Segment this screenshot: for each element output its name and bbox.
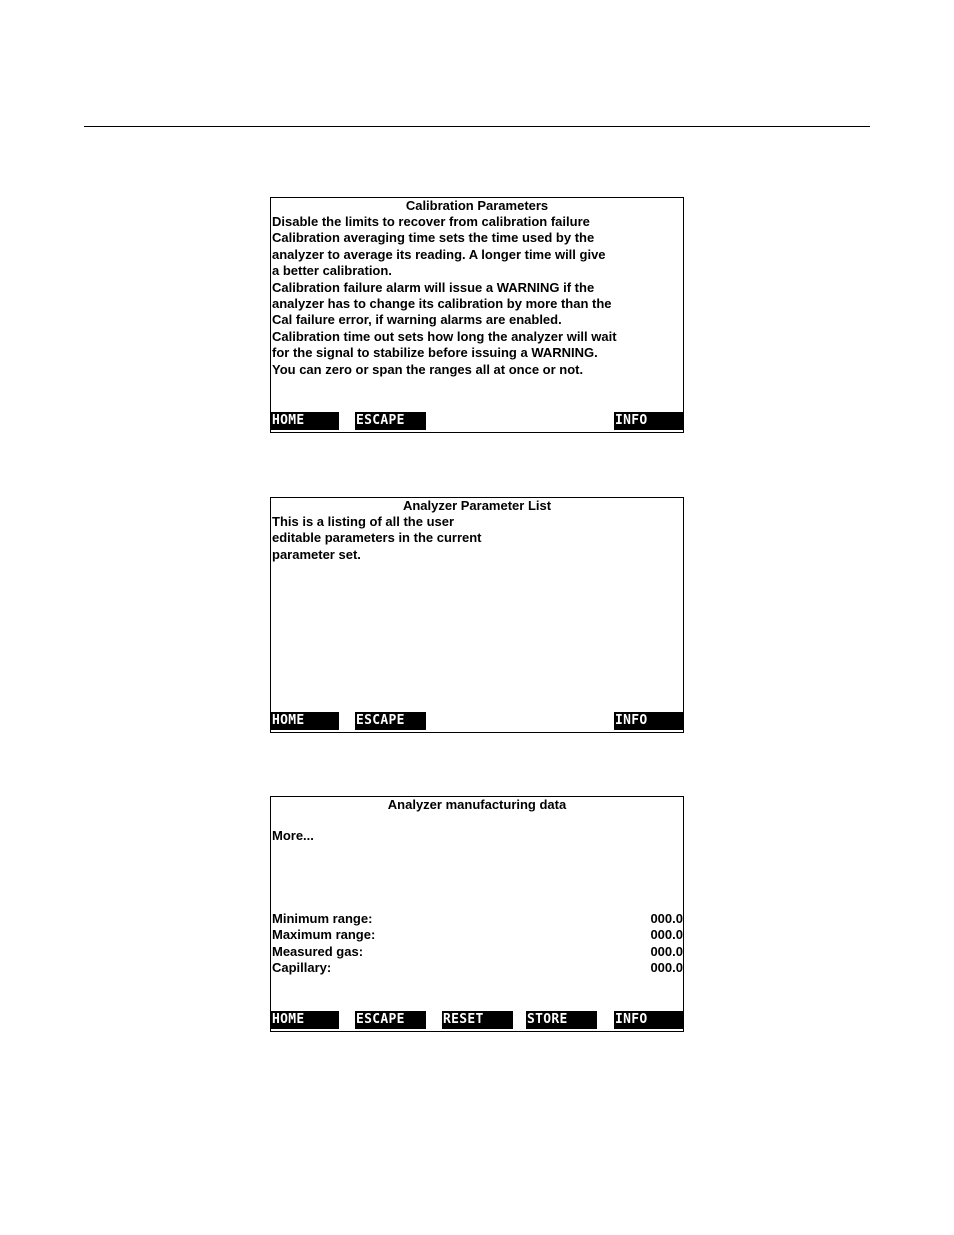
calibration-parameters-screen (270, 197, 684, 433)
row-label: Measured gas: (272, 943, 364, 959)
row-value: 000.0 (650, 927, 683, 943)
softkey-bar (271, 1011, 683, 1029)
header-rule (84, 126, 870, 127)
analyzer-parameter-list-screen (270, 497, 684, 733)
help-line: analyzer has to change its calibration by more than the (272, 296, 612, 312)
row-value: 000.0 (650, 943, 683, 959)
help-line: a better calibration. (272, 263, 392, 279)
help-line: Calibration averaging time sets the time used by the (272, 230, 595, 246)
softkey-bar (271, 412, 683, 430)
help-line: Calibration failure alarm will issue a WARNING if the (272, 279, 595, 295)
help-line: for the signal to stabilize before issuing a WARNING. (272, 345, 598, 361)
value-row-maximum-range[interactable] (272, 927, 683, 943)
help-line: Cal failure error, if warning alarms are enabled. (272, 312, 562, 328)
row-label: Minimum range: (272, 911, 373, 926)
value-row-minimum-range[interactable] (272, 911, 683, 927)
value-row-capillary[interactable] (272, 960, 683, 976)
home-button[interactable]: HOME (271, 712, 339, 730)
help-line: Disable the limits to recover from calibration failure (272, 214, 590, 229)
help-text (272, 514, 681, 563)
row-label: Capillary: (272, 960, 332, 976)
escape-button[interactable]: ESCAPE (355, 1011, 426, 1029)
escape-button[interactable]: ESCAPE (355, 712, 426, 730)
help-text (272, 214, 681, 378)
row-value: 000.0 (650, 911, 683, 926)
screen-title: Analyzer manufacturing data (387, 797, 567, 812)
store-button[interactable]: STORE (526, 1011, 597, 1029)
help-line: You can zero or span the ranges all at once or not. (272, 361, 584, 377)
screen-title: Analyzer Parameter List (402, 498, 552, 513)
help-line: editable parameters in the current (272, 530, 482, 546)
help-line: analyzer to average its reading. A longer time will give (272, 246, 606, 262)
info-button[interactable]: INFO (614, 412, 683, 430)
home-button[interactable]: HOME (271, 412, 339, 430)
reset-button[interactable]: RESET (442, 1011, 513, 1029)
analyzer-manufacturing-data-screen (270, 796, 684, 1032)
info-button[interactable]: INFO (614, 712, 683, 730)
value-row-measured-gas[interactable] (272, 944, 683, 960)
help-line: Calibration time out sets how long the analyzer will wait (272, 328, 617, 344)
more-link[interactable]: More... (272, 828, 314, 843)
screen-title: Calibration Parameters (405, 198, 549, 213)
help-line: This is a listing of all the user (272, 514, 455, 529)
row-value: 000.0 (650, 960, 683, 976)
help-line: parameter set. (272, 546, 361, 562)
escape-button[interactable]: ESCAPE (355, 412, 426, 430)
info-button[interactable]: INFO (614, 1011, 683, 1029)
row-label: Maximum range: (272, 927, 376, 943)
home-button[interactable]: HOME (271, 1011, 339, 1029)
softkey-bar (271, 712, 683, 730)
manufacturing-values (272, 911, 683, 977)
